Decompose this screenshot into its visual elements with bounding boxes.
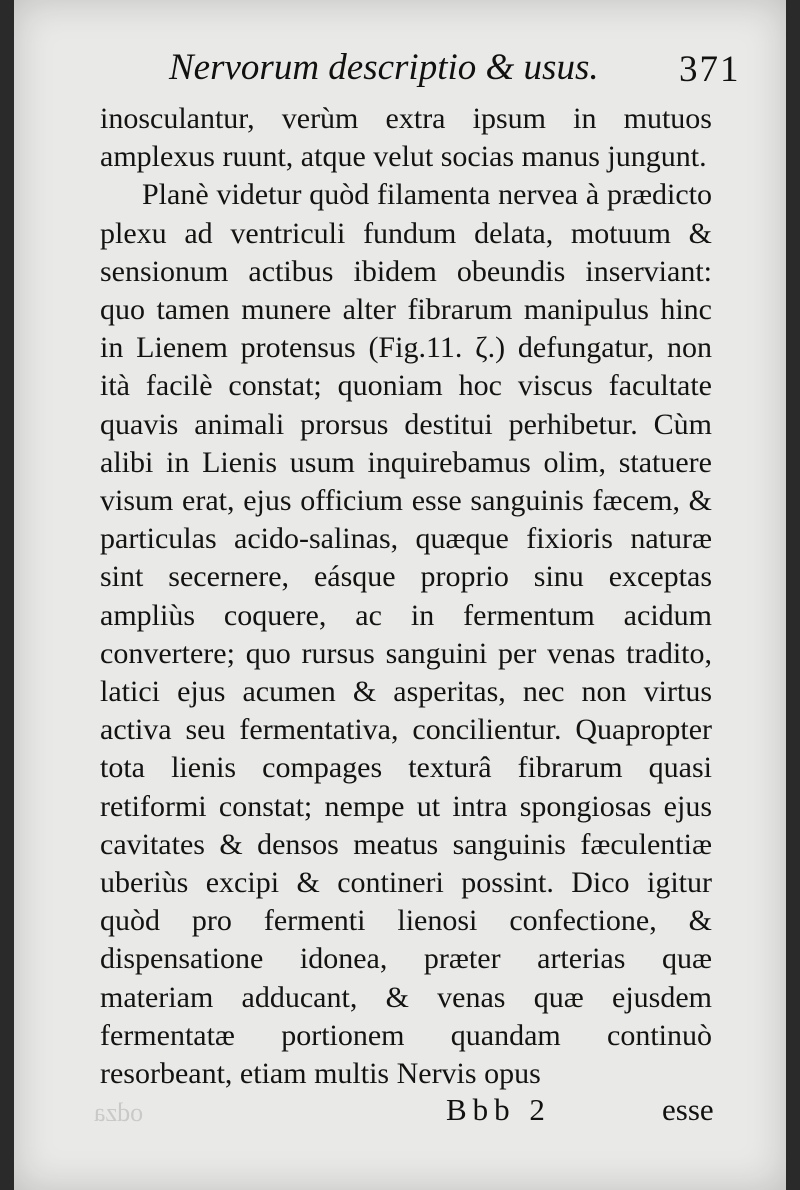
book-page — [14, 0, 786, 1190]
page-header — [14, 46, 786, 102]
running-head: Nervorum descriptio & usus. — [169, 47, 599, 88]
bleed-through-text: odza — [94, 1098, 144, 1127]
body-text — [100, 100, 712, 1093]
catchword: esse — [662, 1092, 714, 1127]
page-footer — [14, 1092, 786, 1132]
signature-mark: Bbb 2 — [446, 1092, 551, 1127]
paragraph-2: Planè videtur quòd filamenta nervea à prædicto plexu ad ventriculi fundum delata, motuum & sensionum actibus ibidem obeundis inserviant: quo tamen munere alter fibrarum manipulus hinc in Lienem protensus (Fig.11. ζ.) defungatur, non ità facilè constat; quoniam hoc viscus facultate quavis animali prorsus destitui perhibetur. Cùm alibi in Lienis usum inquirebamus olim, statuere visum erat, ejus officium esse sanguinis fæcem, & particulas acido-salinas, quæque fixioris naturæ sint secernere, eásque proprio sinu exceptas ampliùs coquere, ac in fermentum acidum convertere; quo rursus sanguini per venas tradito, latici ejus acumen & asperitas, nec non virtus activa seu fermentativa, concilientur. Quapropter tota lienis compages texturâ fibrarum quasi retiformi constat; nempe ut intra spongiosas ejus cavitates & densos meatus sanguinis fæculentiæ uberiùs excipi & contineri possint. Dico igitur quòd pro fermenti lienosi confectione, & dispensatione idonea, præter arterias quæ materiam adducant, & venas quæ ejusdem fermentatæ portionem quandam continuò resorbeant, etiam multis Nervis opus — [100, 178, 712, 1091]
page-number: 371 — [679, 49, 741, 90]
paragraph-1: inosculantur, verùm extra ipsum in mutuos amplexus ruunt, atque velut socias manus jungunt. — [100, 102, 712, 174]
